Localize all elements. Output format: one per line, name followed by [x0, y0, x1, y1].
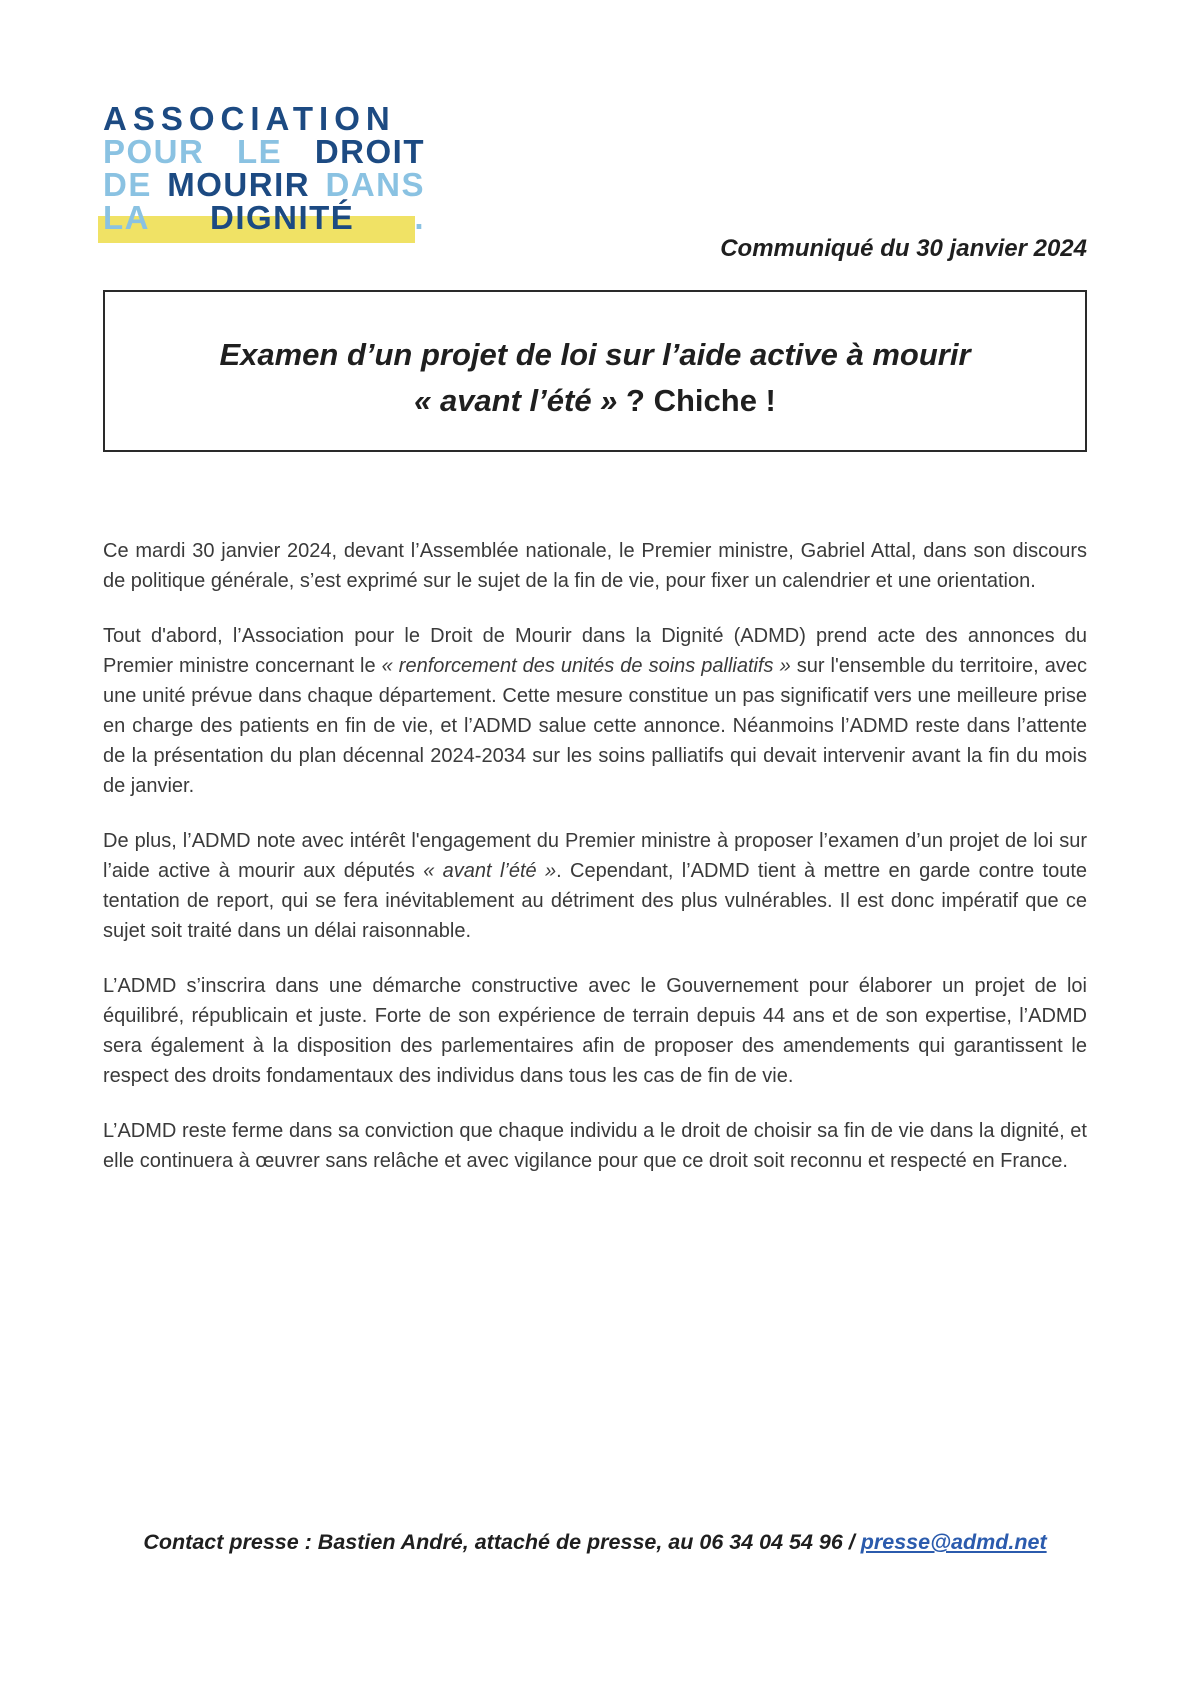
logo-word-association: ASSOCIATION — [103, 100, 396, 137]
logo-word-la: LA — [103, 199, 150, 236]
logo-row-4 — [103, 201, 425, 234]
paragraph-5: L’ADMD reste ferme dans sa conviction que chaque individu a le droit de choisir sa fin de vie dans la dignité, et elle continuera à œuvrer sans relâche et avec vigilance pour que ce droit soit reconnu et respecté en France. — [103, 1120, 1087, 1172]
communique-dateline: Communiqué du 30 janvier 2024 — [720, 235, 1087, 262]
paragraph-3-text-cont: . Cependant, l’ADMD tient à mettre en garde contre toute tentation de report, qui se fera inévitablement au détriment des plus vulnérables. Il est donc impératif que ce sujet soit traité dans un délai raisonnable. — [103, 860, 1088, 942]
press-release-body — [103, 536, 1087, 1176]
paragraph-3-quote: « avant l’été » — [423, 860, 557, 882]
paragraph-2-text: Tout d'abord, l’Association pour le Droit de Mourir dans la Dignité (ADMD) prend acte des annonces du Premier ministre concernant le — [103, 625, 1087, 677]
logo-word-de: DE — [103, 166, 152, 203]
paragraph-1: Ce mardi 30 janvier 2024, devant l’Assemblée nationale, le Premier ministre, Gabriel Attal, dans son discours de politique générale, s’est exprimé sur le sujet de la fin de vie, pour fixer un calendrier et une orientation. — [103, 540, 1087, 592]
title-box — [103, 290, 1087, 452]
logo-row-1 — [103, 102, 425, 135]
content-column — [0, 102, 1190, 1176]
title-line-2-quoted: « avant l’été » — [414, 383, 627, 418]
logo-word-le: LE — [237, 133, 283, 170]
press-contact-text: Contact presse : Bastien André, attaché de presse, au 06 34 04 54 96 / — [143, 1530, 861, 1554]
paragraph-4: L’ADMD s’inscrira dans une démarche constructive avec le Gouvernement pour élaborer un projet de loi équilibré, républicain et juste. Forte de son expérience de terrain depuis 44 ans et de son expertise, l’ADMD sera également à la disposition des parlementaires afin de proposer des amendements qui garantissent le respect des droits fondamentaux des individus dans tous les cas de fin de vie. — [103, 975, 1087, 1087]
title-line-2-chiche: ? Chiche ! — [626, 383, 776, 418]
paragraph-2-text-cont: sur l'ensemble du territoire, avec une unité prévue dans chaque département. Cette mesure constitue un pas significatif vers une meilleure prise en charge des patients en fin de vie, et l’ADMD salue cette annonce. Néanmoins l’ADMD reste dans l’attente de la présentation du plan décennal 2024-2034 sur les soins palliatifs qui devait intervenir avant la fin du mois de janvier. — [103, 655, 1087, 797]
paragraph-2-quote: « renforcement des unités de soins palliatifs » — [381, 655, 791, 677]
admd-logo — [103, 102, 425, 234]
title-line-1: Examen d’un projet de loi sur l’aide active à mourir — [219, 337, 971, 372]
logo-word-mourir: MOURIR — [167, 166, 311, 203]
logo-word-dignite: DIGNITÉ — [209, 199, 355, 236]
press-email-link[interactable]: presse@admd.net — [860, 1530, 1047, 1554]
logo-word-droit: DROIT — [314, 133, 425, 170]
press-contact-line — [103, 1527, 1087, 1557]
logo-word-dans: DANS — [325, 166, 425, 203]
paragraph-3 — [103, 826, 1087, 946]
paragraph-3-text: De plus, l’ADMD note avec intérêt l'engagement du Premier ministre à proposer l’examen d’un projet de loi sur l’aide active à mourir aux députés — [103, 830, 1087, 882]
title-line-2 — [123, 378, 1067, 424]
logo-word-pour: POUR — [103, 133, 205, 170]
logo-row-2 — [103, 135, 425, 168]
logo-period: . — [414, 199, 425, 236]
logo-row-3 — [103, 168, 425, 201]
paragraph-2 — [103, 621, 1087, 801]
